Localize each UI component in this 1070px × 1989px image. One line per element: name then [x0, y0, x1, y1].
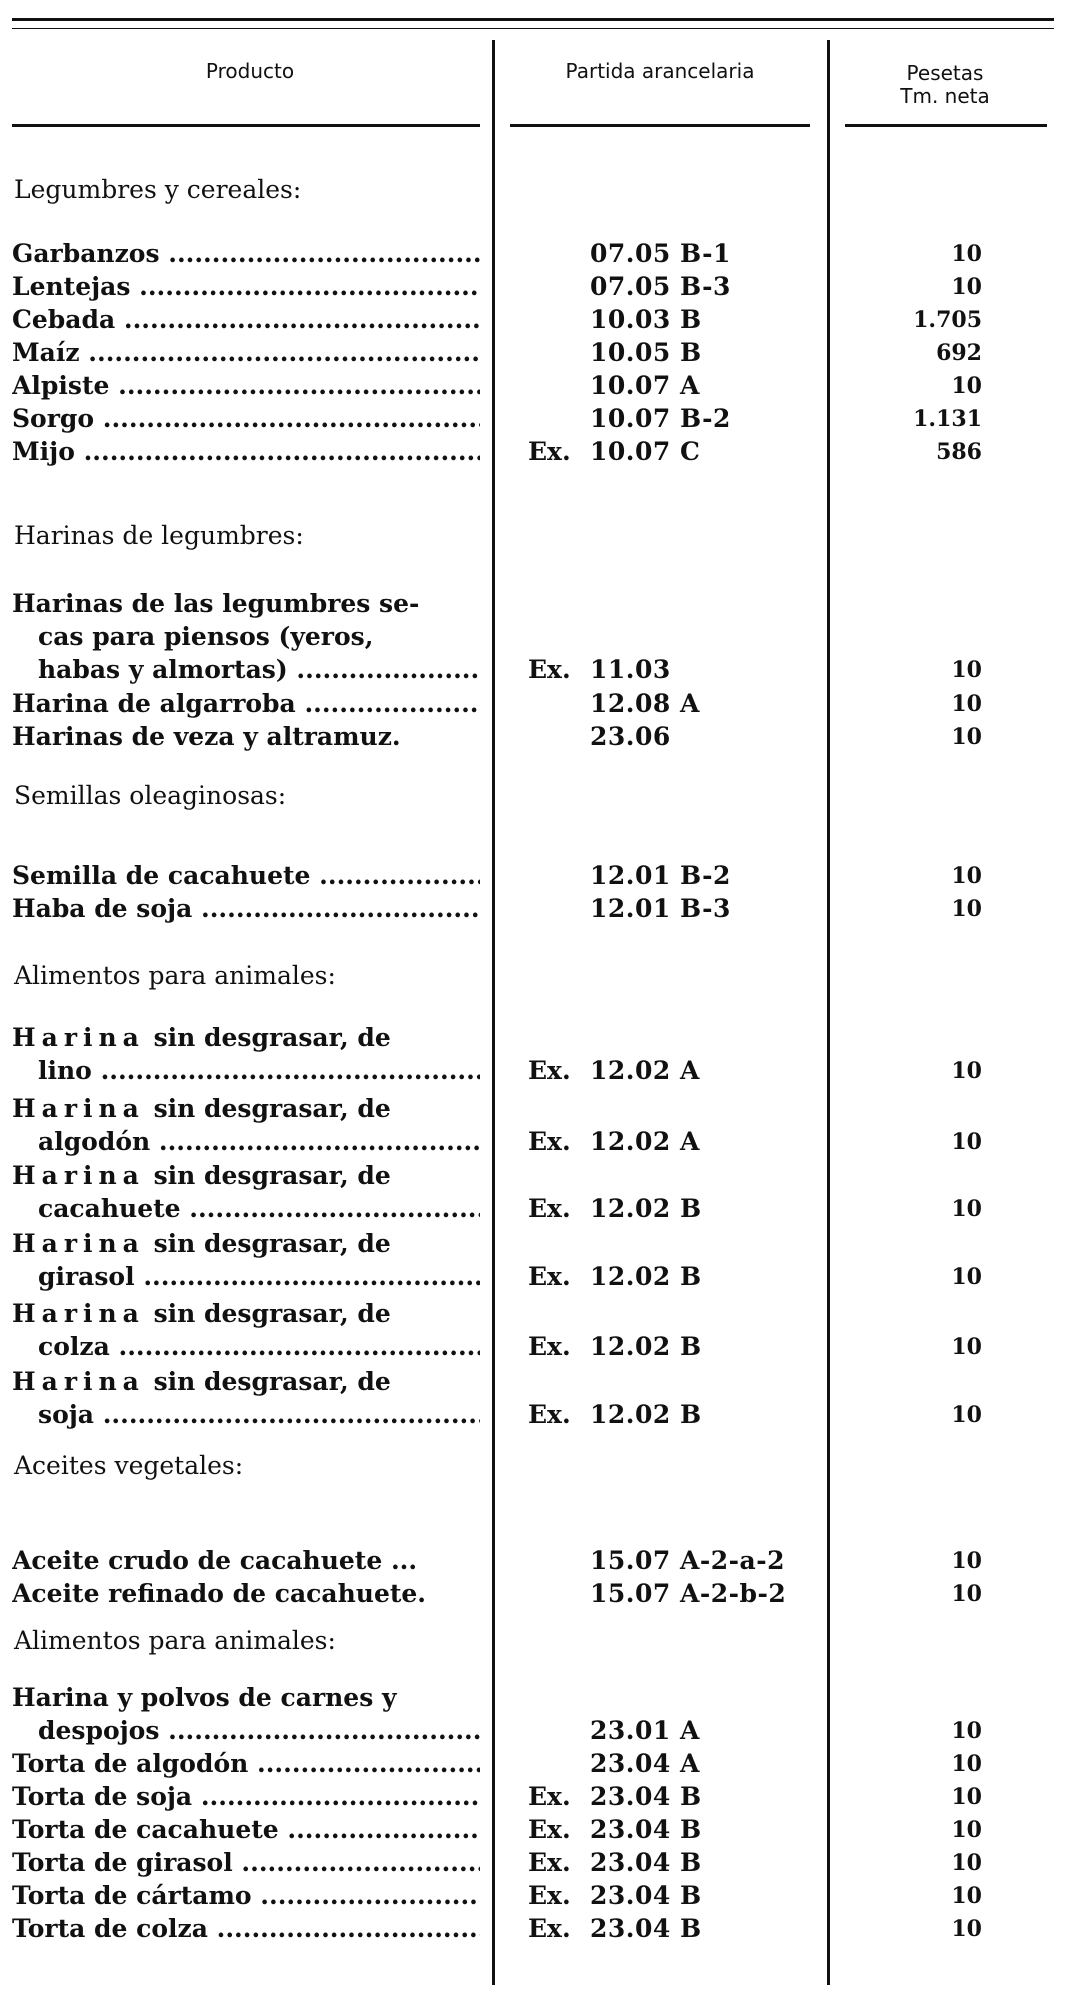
product-name: soja ..... [38, 1399, 480, 1431]
tariff-code: 15.07 A-2-b-2 [590, 1579, 787, 1608]
table-row-line [0, 893, 1070, 925]
pesetas-value: 10 [951, 1751, 982, 1777]
ex-prefix: Ex. [528, 1194, 571, 1223]
ex-prefix: Ex. [528, 1262, 571, 1291]
product-name: Torta de cártamo ..... [12, 1880, 480, 1912]
pesetas-value: 10 [951, 1334, 982, 1360]
product-name: Harina sin desgrasar, de [12, 1299, 391, 1328]
tariff-code: 23.04 B [590, 1848, 702, 1877]
table-row-line [0, 1399, 1070, 1431]
product-name: Torta de girasol ..... [12, 1847, 480, 1879]
pesetas-value: 10 [951, 1129, 982, 1155]
product-name-spaced: Harina [12, 1367, 145, 1396]
pesetas-value: 692 [936, 340, 982, 366]
ex-prefix: Ex. [528, 1782, 571, 1811]
tariff-code: 12.08 A [590, 689, 700, 718]
product-name: Harina sin desgrasar, de [12, 1094, 391, 1123]
product-name: Harina sin desgrasar, de [12, 1161, 391, 1190]
section-title: Alimentos para animales: [14, 961, 336, 990]
header-pesetas-line2: Tm. neta [900, 84, 990, 108]
top-double-rule-thin [12, 28, 1054, 29]
pesetas-value: 586 [936, 439, 982, 465]
product-name: Alpiste ..... [12, 370, 480, 402]
section-title: Harinas de legumbres: [14, 521, 304, 550]
ex-prefix: Ex. [528, 1815, 571, 1844]
section-title: Legumbres y cereales: [14, 175, 302, 204]
product-name: cas para piensos (yeros, [38, 622, 374, 651]
ex-prefix: Ex. [528, 1056, 571, 1085]
header-rule-pesetas [845, 124, 1047, 127]
pesetas-value: 10 [951, 1264, 982, 1290]
product-name: Semilla de cacahuete ..... [12, 860, 480, 892]
pesetas-value: 10 [951, 1581, 982, 1607]
table-row-line [0, 1228, 1070, 1260]
tariff-code: 23.04 B [590, 1815, 702, 1844]
product-name: Cebada ..... [12, 304, 480, 336]
ex-prefix: Ex. [528, 1914, 571, 1943]
product-name-spaced: Harina [12, 1299, 145, 1328]
pesetas-value: 10 [951, 863, 982, 889]
pesetas-value: 10 [951, 896, 982, 922]
header-rule-partida [510, 124, 810, 127]
ex-prefix: Ex. [528, 655, 571, 684]
tariff-code: 15.07 A-2-a-2 [590, 1546, 786, 1575]
table-row-line [0, 654, 1070, 686]
tariff-code: 12.02 A [590, 1056, 700, 1085]
table-row-line [0, 1193, 1070, 1225]
pesetas-value: 10 [951, 1402, 982, 1428]
tariff-code: 23.04 B [590, 1881, 702, 1910]
tariff-code: 23.04 B [590, 1782, 702, 1811]
product-name: Harinas de las legumbres se- [12, 589, 420, 618]
tariff-code: 12.02 B [590, 1194, 702, 1223]
pesetas-value: 10 [951, 373, 982, 399]
table-row-line [0, 1682, 1070, 1714]
pesetas-value: 1.705 [913, 307, 982, 333]
table-row-line [0, 1715, 1070, 1747]
table-row-line [0, 436, 1070, 468]
product-name: Lentejas ..... [12, 271, 480, 303]
table-row-line [0, 1160, 1070, 1192]
pesetas-value: 10 [951, 1718, 982, 1744]
pesetas-value: 1.131 [913, 406, 982, 432]
pesetas-value: 10 [951, 1817, 982, 1843]
pesetas-value: 10 [951, 657, 982, 683]
tariff-code: 11.03 [590, 655, 671, 684]
table-row-line [0, 1055, 1070, 1087]
product-name: Harinas de veza y altramuz. [12, 722, 401, 751]
product-name-spaced: Harina [12, 1161, 145, 1190]
header-pesetas [840, 62, 1050, 108]
table-row-line [0, 1847, 1070, 1879]
table-row-line [0, 688, 1070, 720]
tariff-code: 12.01 B-3 [590, 894, 731, 923]
table-row-line [0, 588, 1070, 620]
tariff-code: 23.06 [590, 722, 671, 751]
table-row-line [0, 1781, 1070, 1813]
table-row-line [0, 238, 1070, 270]
tariff-code: 12.02 A [590, 1127, 700, 1156]
tariff-code: 12.02 B [590, 1262, 702, 1291]
table-row-line [0, 337, 1070, 369]
product-name: algodón ..... [38, 1126, 480, 1158]
pesetas-value: 10 [951, 1196, 982, 1222]
product-name: Harina y polvos de carnes y [12, 1683, 397, 1712]
product-name: Harina sin desgrasar, de [12, 1229, 391, 1258]
ex-prefix: Ex. [528, 1400, 571, 1429]
pesetas-value: 10 [951, 274, 982, 300]
product-name: Haba de soja ..... [12, 893, 480, 925]
section-title: Alimentos para animales: [14, 1626, 336, 1655]
product-name: Aceite refinado de cacahuete. [12, 1579, 427, 1608]
product-name: Harina sin desgrasar, de [12, 1023, 391, 1052]
pesetas-value: 10 [951, 1058, 982, 1084]
product-name: habas y almortas) ..... [38, 654, 480, 686]
table-row-line [0, 1748, 1070, 1780]
table-row-line [0, 1093, 1070, 1125]
table-row-line [0, 1814, 1070, 1846]
tariff-code: 10.07 B-2 [590, 404, 731, 433]
header-pesetas-line1: Pesetas [906, 61, 984, 85]
pesetas-value: 10 [951, 1850, 982, 1876]
product-name: Mijo ..... [12, 436, 480, 468]
ex-prefix: Ex. [528, 1881, 571, 1910]
table-row-line [0, 271, 1070, 303]
tariff-code: 23.04 A [590, 1749, 700, 1778]
table-row-line [0, 403, 1070, 435]
ex-prefix: Ex. [528, 437, 571, 466]
tariff-code: 23.01 A [590, 1716, 700, 1745]
table-row-line [0, 721, 1070, 753]
pesetas-value: 10 [951, 1883, 982, 1909]
pesetas-value: 10 [951, 691, 982, 717]
product-name: Garbanzos ..... [12, 238, 480, 270]
product-name: Torta de soja ..... [12, 1781, 480, 1813]
table-row-line [0, 1578, 1070, 1610]
table-row-line [0, 1366, 1070, 1398]
tariff-code: 10.07 A [590, 371, 700, 400]
pesetas-value: 10 [951, 1916, 982, 1942]
product-name: Torta de algodón ..... [12, 1748, 480, 1780]
pesetas-value: 10 [951, 241, 982, 267]
tariff-code: 12.01 B-2 [590, 861, 731, 890]
pesetas-value: 10 [951, 724, 982, 750]
product-name: despojos ..... [38, 1715, 480, 1747]
product-name: girasol ..... [38, 1261, 480, 1293]
table-row-line [0, 1545, 1070, 1577]
product-name: Sorgo ..... [12, 403, 480, 435]
tariff-code: 23.04 B [590, 1914, 702, 1943]
tariff-code: 10.05 B [590, 338, 702, 367]
ex-prefix: Ex. [528, 1127, 571, 1156]
table-row-line [0, 304, 1070, 336]
ex-prefix: Ex. [528, 1848, 571, 1877]
top-double-rule [12, 18, 1054, 21]
table-row-line [0, 860, 1070, 892]
table-row-line [0, 1261, 1070, 1293]
section-title: Semillas oleaginosas: [14, 781, 287, 810]
pesetas-value: 10 [951, 1548, 982, 1574]
table-row-line [0, 370, 1070, 402]
header-rule-producto [12, 124, 480, 127]
table-row-line [0, 1126, 1070, 1158]
tariff-code: 12.02 B [590, 1332, 702, 1361]
product-name: Aceite crudo de cacahuete ... [12, 1546, 418, 1575]
ex-prefix: Ex. [528, 1332, 571, 1361]
product-name: Maíz ..... [12, 337, 480, 369]
product-name: cacahuete ..... [38, 1193, 480, 1225]
product-name: lino ..... [38, 1055, 480, 1087]
table-row-line [0, 1298, 1070, 1330]
product-name: colza ..... [38, 1331, 480, 1363]
tariff-code: 10.07 C [590, 437, 701, 466]
tariff-code: 07.05 B-1 [590, 239, 731, 268]
header-partida: Partida arancelaria [565, 59, 755, 83]
tariff-code: 07.05 B-3 [590, 272, 731, 301]
tariff-code: 10.03 B [590, 305, 702, 334]
table-row-line [0, 1022, 1070, 1054]
product-name: Harina de algarroba ..... [12, 688, 480, 720]
product-name: Torta de colza ..... [12, 1913, 480, 1945]
product-name-spaced: Harina [12, 1023, 145, 1052]
pesetas-value: 10 [951, 1784, 982, 1810]
table-row-line [0, 621, 1070, 653]
tariff-code: 12.02 B [590, 1400, 702, 1429]
product-name: Torta de cacahuete ..... [12, 1814, 480, 1846]
section-title: Aceites vegetales: [14, 1451, 244, 1480]
product-name-spaced: Harina [12, 1094, 145, 1123]
table-row-line [0, 1331, 1070, 1363]
table-row-line [0, 1880, 1070, 1912]
product-name-spaced: Harina [12, 1229, 145, 1258]
header-producto: Producto [205, 59, 295, 83]
table-row-line [0, 1913, 1070, 1945]
product-name: Harina sin desgrasar, de [12, 1367, 391, 1396]
